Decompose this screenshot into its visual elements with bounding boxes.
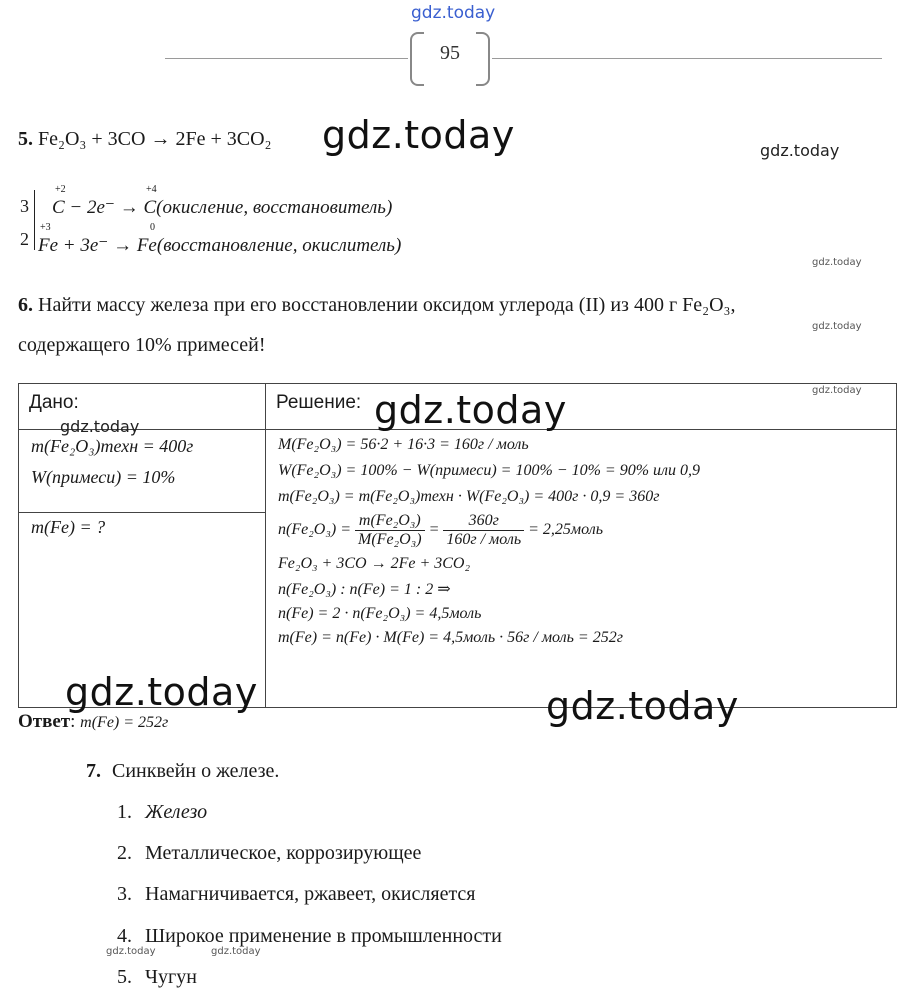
solution-step-pure-mass: m(Fe₂O₃) = m(Fe₂O₃)техн · W(Fe₂O₃) = 400г · 0,9 = 360г: [278, 488, 660, 505]
watermark-tiny: gdz.today: [106, 946, 156, 957]
watermark-large: gdz.today: [65, 670, 258, 714]
task5-equation: Fe₂O₃ + 3CO → 2Fe + 3CO₂: [38, 128, 272, 150]
page-number: 95: [440, 42, 460, 64]
list-item: 5. Чугун: [117, 966, 197, 988]
solution-step-molar-mass: M(Fe₂O₃) = 56·2 + 16·3 = 160г / моль: [278, 436, 529, 453]
watermark-large: gdz.today: [374, 388, 567, 432]
balance-bar: [34, 190, 35, 250]
solution-step-fe-mass: m(Fe) = n(Fe) · M(Fe) = 4,5моль · 56г / моль = 252г: [278, 629, 623, 646]
balance-coef-1: 3: [20, 196, 29, 216]
given-values-cell: [19, 430, 266, 513]
watermark-large: gdz.today: [322, 113, 515, 157]
solution-step-fraction: W(Fe₂O₃) = 100% − W(примеси) = 100% − 10% = 90% или 0,9: [278, 462, 700, 479]
balance-row-2: +3 0 Fe + 3e⁻ → Fe(восстановление, окислитель): [38, 222, 402, 256]
given-mass: m(Fe₂O₃)техн = 400г: [31, 436, 194, 456]
watermark-tiny: gdz.today: [211, 946, 261, 957]
task6-line1: 6. Найти массу железа при его восстановлении оксидом углерода (II) из 400 г Fe₂O₃,: [18, 294, 736, 316]
ox-state-from-2: +3: [40, 222, 51, 233]
header-rule-right: [492, 58, 882, 59]
solution-step-moles: n(Fe₂O₃) = $\frac{\text{m(Fe₂O₃)}}{\text{M(Fe₂O₃)}}$ = $\frac{360г}{\text{160г / моль}}$ = 2,25моль: [278, 512, 603, 548]
task7-title: Синквейн о железе.: [112, 760, 280, 782]
watermark-tiny: gdz.today: [812, 257, 862, 268]
solution-header: Решение:: [276, 392, 362, 413]
given-header-cell: [19, 384, 266, 430]
watermark-small: gdz.today: [60, 417, 140, 436]
list-item: 1. Железо: [117, 801, 208, 823]
solution-step-reaction: Fe₂O₃ + 3CO → 2Fe + 3CO₂: [278, 555, 471, 572]
given-impurity: W(примеси) = 10%: [31, 467, 176, 487]
balance-row-1: +2 +4 C − 2e⁻ → C(окисление, восстановитель): [52, 184, 393, 218]
task5-heading: [18, 128, 272, 151]
answer-label: Ответ: [18, 711, 71, 732]
find-value: m(Fe) = ?: [31, 517, 106, 537]
answer-value: m(Fe) = 252г: [80, 714, 169, 731]
list-item: 3. Намагничивается, ржавеет, окисляется: [117, 883, 476, 905]
ox-state-from-1: +2: [55, 184, 66, 195]
watermark-top: gdz.today: [411, 3, 496, 23]
watermark-large: gdz.today: [546, 684, 739, 728]
task7-heading: [86, 760, 279, 783]
solution-step-ratio: n(Fe₂O₃) : n(Fe) = 1 : 2 ⇒: [278, 581, 451, 598]
solution-cell: [266, 430, 897, 708]
page-number-badge: [410, 32, 490, 84]
task6-line2: содержащего 10% примесей!: [18, 334, 266, 356]
solution-step-fe-moles: n(Fe) = 2 · n(Fe₂O₃) = 4,5моль: [278, 605, 482, 622]
answer-line: Ответ: m(Fe) = 252г: [18, 711, 169, 732]
watermark-tiny: gdz.today: [812, 385, 862, 396]
watermark-small: gdz.today: [760, 141, 840, 160]
header-rule-left: [165, 58, 408, 59]
task6-number: 6.: [18, 294, 33, 316]
watermark-tiny: gdz.today: [812, 321, 862, 332]
task5-number: 5.: [18, 128, 33, 150]
task7-number: 7.: [86, 760, 101, 782]
ox-state-to-1: +4: [146, 184, 157, 195]
given-header: Дано:: [29, 392, 79, 413]
balance-coef-2: 2: [20, 229, 29, 249]
list-item: 2. Металлическое, коррозирующее: [117, 842, 422, 864]
list-item: 4. Широкое применение в промышленности: [117, 925, 502, 947]
ox-state-to-2: 0: [150, 222, 155, 233]
solution-header-cell: [266, 384, 897, 430]
